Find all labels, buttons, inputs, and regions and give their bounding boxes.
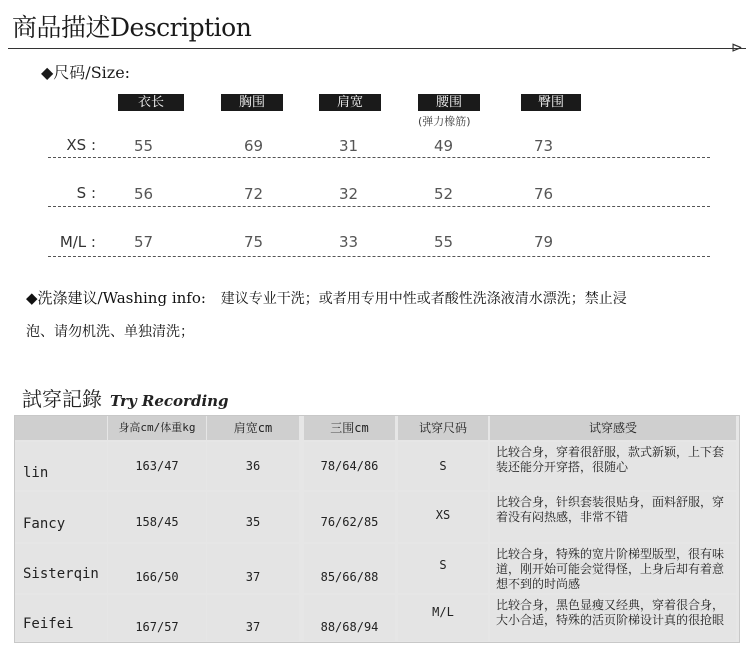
try-section-title [22,383,229,412]
size-row-label: M/L : [59,233,96,251]
try-header-size: 试穿尺码 [398,416,488,440]
washing-text-line2: 泡、请勿机洗、单独清洗； [26,324,194,340]
tester-height-weight: 166/50 [108,544,206,593]
size-section-label: ◆尺码/Size: [41,63,131,82]
size-cell: 69 [244,137,264,155]
tester-shoulder: 36 [207,442,299,490]
tester-measurements: 88/68/94 [304,595,395,641]
try-header-measurements: 三围cm [304,416,395,440]
row-divider [48,157,710,158]
size-cell: 55 [434,233,454,251]
tester-shoulder: 37 [207,544,299,593]
waist-note: (弹力橡筋) [418,115,471,128]
size-cell: 79 [534,233,554,251]
tester-feel: 比较合身，针织套装很贴身，面料舒服，穿着没有闷热感，非常不错 [490,492,736,542]
try-subtitle: Try Recording [110,392,229,410]
size-row-label: XS : [66,136,96,154]
size-cell: 73 [534,137,554,155]
size-cell: 32 [339,185,359,203]
tester-measurements: 85/66/88 [304,544,395,593]
size-row-label: S : [76,184,96,202]
washing-info [26,282,741,348]
tester-size: S [398,544,488,593]
size-cell: 72 [244,185,264,203]
try-header-shoulder: 肩宽cm [207,416,299,440]
try-title-text: 試穿記錄 [22,387,102,411]
column-header-length: 衣长 [118,94,184,111]
size-cell: 52 [434,185,454,203]
page-title: 商品描述Description [12,13,252,42]
size-cell: 75 [244,233,264,251]
size-cell: 55 [134,137,154,155]
washing-text-line1: 建议专业干洗；或者用专用中性或者酸性洗涤液清水漂洗；禁止浸 [220,291,627,307]
size-cell: 49 [434,137,454,155]
try-header-feel: 试穿感受 [490,416,736,440]
tester-name: Sisterqin [15,544,107,593]
tester-measurements: 76/62/85 [304,492,395,542]
size-cell: 56 [134,185,154,203]
tester-name: Fancy [15,492,107,542]
tester-name: lin [15,442,107,490]
tester-feel: 比较合身，特殊的宽片阶梯型版型，很有味道，刚开始可能会觉得怪，上身后却有着意想不到的时尚感 [490,544,736,593]
title-divider [8,48,746,49]
column-header-waist: 腰围 [418,94,480,111]
tester-name: Feifei [15,595,107,641]
try-header-name [15,416,107,440]
tester-height-weight: 167/57 [108,595,206,641]
arrow-icon: ⊳ [731,40,743,56]
tester-size: M/L [398,595,488,641]
tester-shoulder: 37 [207,595,299,641]
try-header-height-weight: 身高cm/体重kg [108,416,206,440]
size-cell: 33 [339,233,359,251]
tester-feel: 比较合身，黑色显瘦又经典，穿着很合身，大小合适，特殊的活页阶梯设计真的很抢眼 [490,595,736,641]
tester-size: S [398,442,488,490]
washing-label: ◆洗涤建议/Washing info: [26,289,206,307]
column-header-chest: 胸围 [221,94,283,111]
tester-measurements: 78/64/86 [304,442,395,490]
row-divider [48,206,710,207]
tester-size: XS [398,492,488,542]
tester-shoulder: 35 [207,492,299,542]
tester-feel: 比较合身，穿着很舒服，款式新颖，上下套装还能分开穿搭，很随心 [490,442,736,490]
tester-height-weight: 158/45 [108,492,206,542]
tester-height-weight: 163/47 [108,442,206,490]
size-cell: 31 [339,137,359,155]
column-header-shoulder: 肩宽 [319,94,381,111]
size-cell: 76 [534,185,554,203]
column-header-hip: 臀围 [521,94,581,111]
row-divider [48,256,710,257]
size-cell: 57 [134,233,154,251]
